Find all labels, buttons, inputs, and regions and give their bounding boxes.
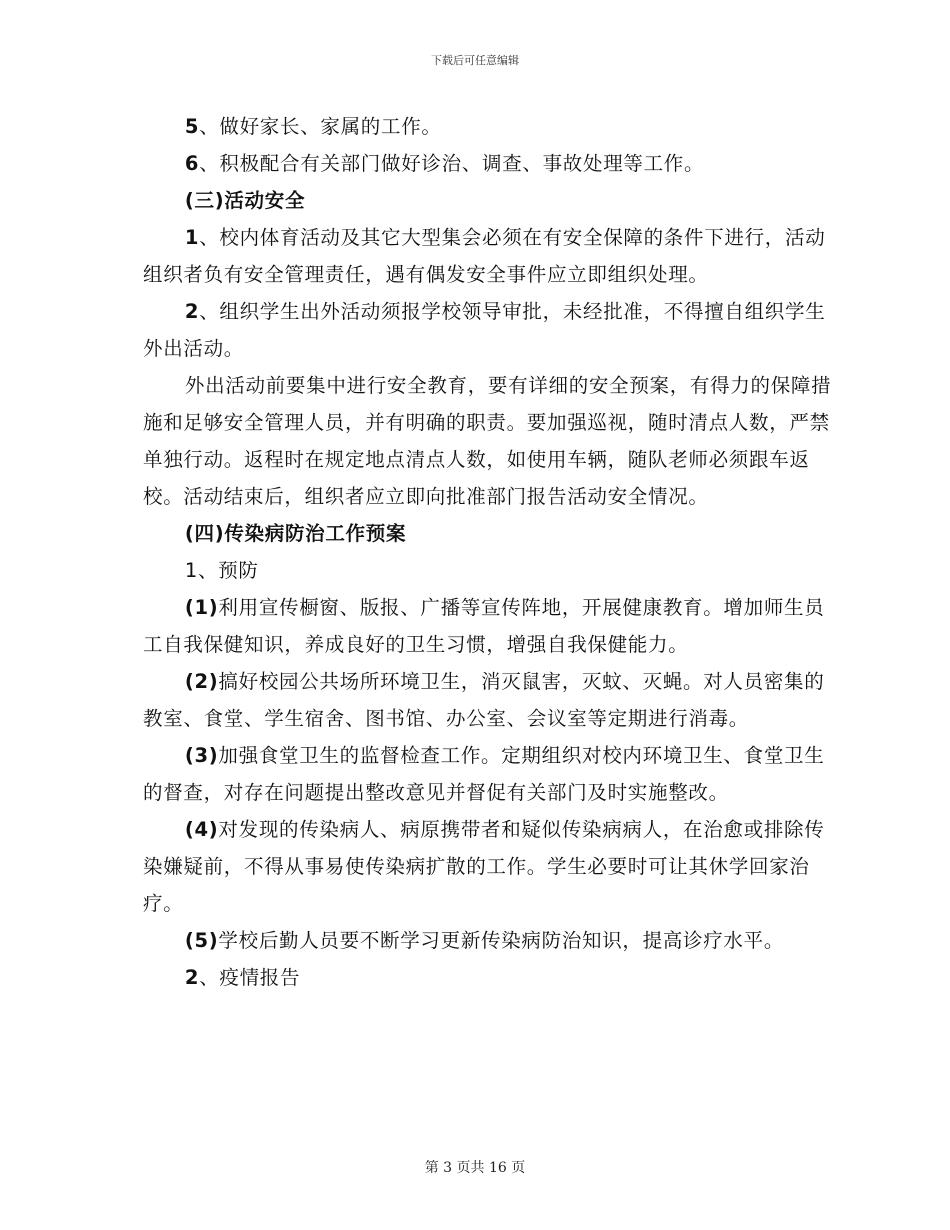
list-item-p1: (1)利用宣传橱窗、版报、广播等宣传阵地，开展健康教育。增加师生员工自我保健知识，养成良好的卫生习惯，增强自我保健能力。 — [143, 596, 825, 656]
page-footer: 第 3 页共 16 页 — [424, 1160, 526, 1176]
list-item-2: 2、组织学生出外活动须报学校领导审批，未经批准，不得擅自组织学生外出活动。 — [143, 300, 826, 360]
subheading-prevention: 1、预防 — [184, 559, 259, 582]
list-item-p3: (3)加强食堂卫生的监督检查工作。定期组织对校内环境卫生、食堂卫生的督查，对存在问题提出整改意见并督促有关部门及时实施整改。 — [143, 744, 825, 804]
list-item-1: 1、校内体育活动及其它大型集会必须在有安全保障的条件下进行，活动组织者负有安全管理责任，遇有偶发安全事件应立即组织处理。 — [143, 226, 826, 286]
list-item-p4: (4)对发现的传染病人、病原携带者和疑似传染病病人，在治愈或排除传染嫌疑前，不得从事易使传染病扩散的工作。学生必要时可让其休学回家治疗。 — [143, 818, 825, 915]
page-header: 下载后可任意编辑 — [431, 54, 519, 67]
subheading-epidemic-report: 2、疫情报告 — [184, 966, 301, 989]
paragraph-outing-safety: 外出活动前要集中进行安全教育，要有详细的安全预案，有得力的保障措施和足够安全管理人员，并有明确的职责。要加强巡视，随时清点人数，严禁单独行动。返程时在规定地点清点人数，如使用车辆，随队老师必须跟车返校。活动结束后，组织者应立即向批准部门报告活动安全情况。 — [143, 374, 832, 508]
list-item-p5: (5)学校后勤人员要不断学习更新传染病防治知识，提高诊疗水平。 — [184, 929, 785, 952]
document-body — [143, 108, 833, 996]
section-heading-activity-safety: (三)活动安全 — [184, 189, 306, 212]
list-item-p2: (2)搞好校园公共场所环境卫生，消灭鼠害，灭蚊、灭蝇。对人员密集的教室、食堂、学生宿舍、图书馆、办公室、会议室等定期进行消毒。 — [143, 670, 825, 730]
section-heading-infectious-disease: (四)传染病防治工作预案 — [184, 522, 407, 545]
list-item-6: 6、积极配合有关部门做好诊治、调查、事故处理等工作。 — [184, 152, 705, 175]
list-item-5: 5、做好家长、家属的工作。 — [184, 115, 442, 138]
